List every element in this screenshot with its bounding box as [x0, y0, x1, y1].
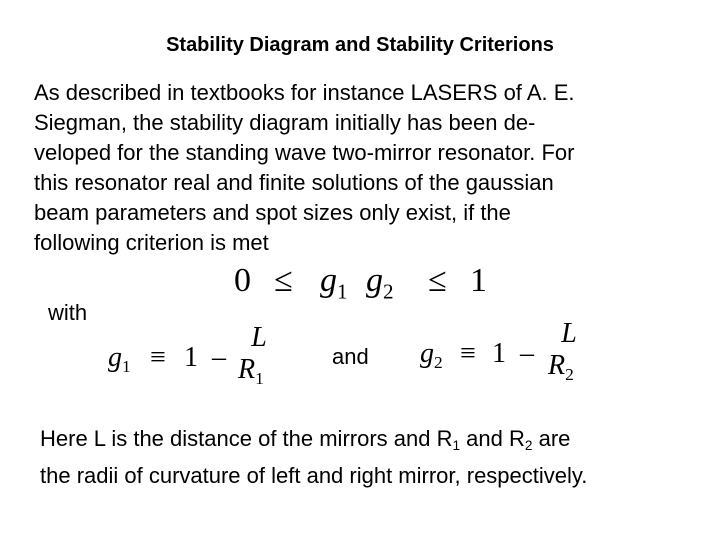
closing-line-2: the radii of curvature of left and right mirror, respectively. [40, 463, 588, 489]
intro-line: Siegman, the stability diagram initially has been de- [34, 110, 536, 135]
eq2-minus: – [520, 338, 534, 369]
intro-line: veloped for the standing wave two-mirror resonator. For [34, 140, 575, 165]
g1-definition-formula [108, 322, 308, 392]
eq1-denominator: $R_1$ [238, 354, 264, 389]
with-label: with [48, 300, 88, 325]
eq2-fraction [548, 318, 590, 385]
intro-paragraph [34, 78, 674, 258]
g2-definition-formula [420, 318, 620, 388]
criterion-lower-bound: 0 [234, 262, 251, 299]
closing-paragraph [40, 424, 700, 491]
page-title: Stability Diagram and Stability Criterions [166, 34, 554, 56]
criterion-le-symbol: ≤ [274, 262, 293, 299]
criterion-g1: $g_1$ [320, 262, 348, 304]
eq2-equiv-symbol: ≡ [460, 338, 476, 369]
eq2-one: 1 [492, 338, 506, 369]
eq1-one: 1 [184, 342, 198, 373]
eq1-minus: – [212, 342, 226, 373]
eq2-numerator: L [561, 318, 577, 349]
criterion-upper-bound: 1 [470, 262, 487, 299]
intro-line: this resonator real and finite solutions of the gaussian [34, 170, 554, 195]
eq1-equiv-symbol: ≡ [150, 342, 166, 373]
intro-line: following criterion is met [34, 230, 269, 255]
eq2-g2: $g_2$ [420, 338, 443, 373]
eq1-g1: $g_1$ [108, 342, 131, 377]
intro-line: As described in textbooks for instance LASERS of A. E. [34, 80, 575, 105]
intro-line: beam parameters and spot sizes only exist, if the [34, 200, 511, 225]
eq2-denominator: $R_2$ [548, 350, 574, 385]
eq1-fraction [238, 322, 280, 389]
criterion-g2: $g_2$ [366, 262, 394, 304]
and-label: and [332, 344, 369, 369]
eq1-numerator: L [251, 322, 267, 353]
criterion-le-symbol: ≤ [428, 262, 447, 299]
closing-line-1: Here L is the distance of the mirrors and $R_1$ and $R_2$ are [40, 426, 571, 454]
